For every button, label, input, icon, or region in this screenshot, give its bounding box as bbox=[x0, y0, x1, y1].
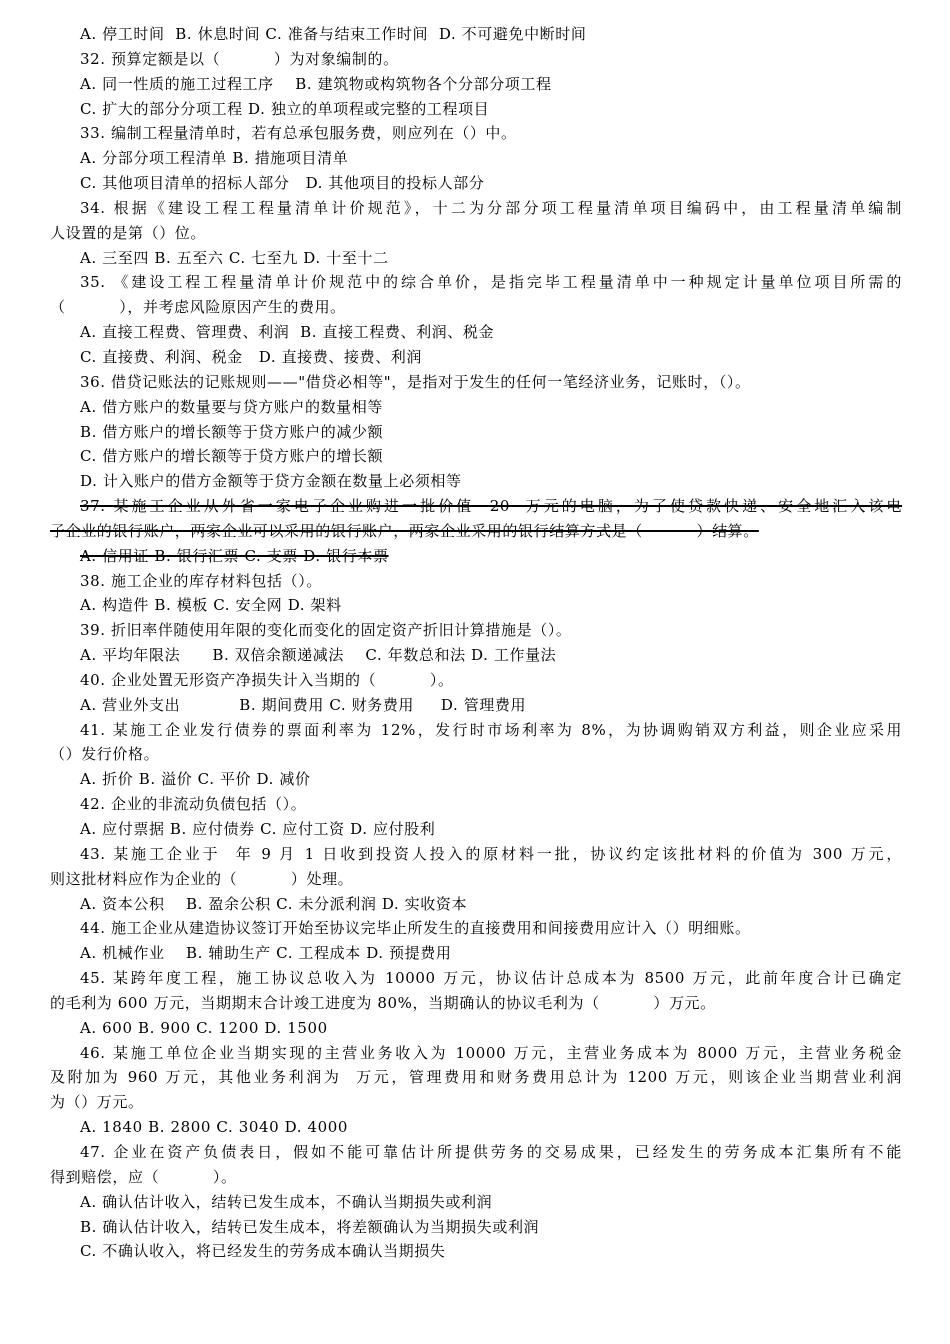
answer-options-line: A. 折价 B. 溢价 C. 平价 D. 减价 bbox=[80, 770, 311, 789]
question-line: 39. 折旧率伴随使用年限的变化而变化的固定资产折旧计算措施是（）。 bbox=[80, 621, 572, 640]
question-continuation-line: 人设置的是第（）位。 bbox=[50, 223, 207, 242]
question-continuation-line: 为（）万元。 bbox=[50, 1093, 144, 1112]
answer-options-line: A. 直接工程费、管理费、利润 B. 直接工程费、利润、税金 bbox=[80, 323, 495, 342]
answer-options-line: C. 不确认收入，将已经发生的劳务成本确认当期损失 bbox=[80, 1242, 446, 1261]
answer-options-line: A. 借方账户的数量要与贷方账户的数量相等 bbox=[80, 397, 383, 416]
answer-options-line: C. 借方账户的增长额等于贷方账户的增长额 bbox=[80, 447, 384, 466]
answer-options-line: A. 机械作业 B. 辅助生产 C. 工程成本 D. 预提费用 bbox=[80, 944, 452, 963]
answer-options-line: C. 其他项目清单的招标人部分 D. 其他项目的投标人部分 bbox=[80, 174, 485, 193]
answer-options-line: A. 分部分项工程清单 B. 措施项目清单 bbox=[80, 149, 349, 168]
question-continuation-line: 则这批材料应作为企业的（ ）处理。 bbox=[50, 869, 354, 888]
answer-options-line: A. 三至四 B. 五至六 C. 七至九 D. 十至十二 bbox=[80, 248, 389, 267]
answer-options-line: A. 营业外支出 B. 期间费用 C. 财务费用 D. 管理费用 bbox=[80, 695, 527, 714]
answer-options-line: A. 600 B. 900 C. 1200 D. 1500 bbox=[80, 1018, 328, 1037]
question-line: 44. 施工企业从建造协议签订开始至协议完毕止所发生的直接费用和间接费用应计入（）明细账。 bbox=[80, 919, 751, 938]
question-line: 43. 某施工企业于 年 9 月 1 日收到投资人投入的原材料一批，协议约定该批材料的价值为 300 万元， bbox=[80, 844, 902, 863]
answer-options-line: A. 应付票据 B. 应付债券 C. 应付工资 D. 应付股利 bbox=[80, 820, 436, 838]
question-line: 38. 施工企业的库存材料包括（）。 bbox=[80, 571, 322, 590]
question-line: 35. 《建设工程工程量清单计价规范中的综合单价，是指完毕工程量清单中一种规定计量单位项目所需的 bbox=[80, 273, 902, 292]
question-line: 47. 企业在资产负债表日，假如不能可靠估计所提供劳务的交易成果，已经发生的劳务成本汇集所有不能 bbox=[80, 1142, 902, 1161]
question-line: 32. 预算定额是以（ ）为对象编制的。 bbox=[80, 49, 399, 68]
answer-options-line: B. 借方账户的增长额等于贷方账户的减少额 bbox=[80, 422, 384, 441]
question-continuation-line: 得到赔偿，应（ ）。 bbox=[50, 1167, 237, 1186]
answer-options-line: C. 直接费、利润、税金 D. 直接费、接费、利润 bbox=[80, 347, 423, 366]
document-body bbox=[50, 22, 902, 1264]
answer-options-line: A. 确认估计收入，结转已发生成本，不确认当期损失或利润 bbox=[80, 1192, 493, 1211]
struck-question-continuation-line: 子企业的银行账户，两家企业可以采用的银行账户，两家企业采用的银行结算方式是（ ）结算。 bbox=[50, 521, 759, 540]
answer-options-line: A. 资本公积 B. 盈余公积 C. 未分派利润 D. 实收资本 bbox=[80, 894, 468, 913]
question-continuation-line: 及附加为 960 万元，其他业务利润为 万元，管理费用和财务费用总计为 1200 万元，则该企业当期营业利润 bbox=[50, 1068, 902, 1087]
question-line: 41. 某施工企业发行债券的票面利率为 12%，发行时市场利率为 8%，为协调购销双方利益，则企业应采用 bbox=[80, 720, 902, 739]
answer-options-line: A. 同一性质的施工过程工序 B. 建筑物或构筑物各个分部分项工程 bbox=[80, 74, 552, 93]
question-continuation-line: （）发行价格。 bbox=[50, 745, 160, 764]
question-line: 46. 某施工单位企业当期实现的主营业务收入为 10000 万元，主营业务成本为 8000 万元，主营业务税金 bbox=[80, 1043, 902, 1062]
answer-options-line: A. 平均年限法 B. 双倍余额递减法 C. 年数总和法 D. 工作量法 bbox=[80, 646, 557, 665]
question-line: 34. 根据《建设工程工程量清单计价规范》，十二为分部分项工程量清单项目编码中，由工程量清单编制 bbox=[80, 198, 902, 217]
question-line: 36. 借贷记账法的记账规则——"借贷必相等"，是指对于发生的任何一笔经济业务，记账时，（）。 bbox=[80, 372, 751, 391]
question-line: 45. 某跨年度工程，施工协议总收入为 10000 万元，协议估计总成本为 8500 万元，此前年度合计已确定 bbox=[80, 969, 902, 988]
answer-options-line: A. 停工时间 B. 休息时间 C. 准备与结束工作时间 D. 不可避免中断时间 bbox=[80, 25, 587, 43]
struck-question-line: 37. 某施工企业从外省一家电子企业购进一批价值 20 万元的电脑，为了使贷款快递、安全地汇入该电 bbox=[80, 497, 902, 516]
struck-answer-options-line: A. 信用证 B. 银行汇票 C. 支票 D. 银行本票 bbox=[80, 546, 389, 565]
answer-options-line: B. 确认估计收入，结转已发生成本，将差额确认为当期损失或利润 bbox=[80, 1217, 540, 1236]
answer-options-line: A. 1840 B. 2800 C. 3040 D. 4000 bbox=[80, 1118, 349, 1137]
answer-options-line: A. 构造件 B. 模板 C. 安全网 D. 架料 bbox=[80, 596, 342, 615]
question-line: 33. 编制工程量清单时，若有总承包服务费，则应列在（）中。 bbox=[80, 124, 517, 143]
question-line: 42. 企业的非流动负债包括（）。 bbox=[80, 795, 307, 814]
question-continuation-line: 的毛利为 600 万元，当期期末合计竣工进度为 80%，当期确认的协议毛利为（ ）万元。 bbox=[50, 993, 716, 1012]
question-continuation-line: （ ），并考虑风险原因产生的费用。 bbox=[50, 298, 346, 317]
answer-options-line: D. 计入账户的借方金额等于贷方金额在数量上必须相等 bbox=[80, 472, 462, 491]
question-line: 40. 企业处置无形资产净损失计入当期的（ ）。 bbox=[80, 670, 454, 689]
answer-options-line: C. 扩大的部分分项工程 D. 独立的单项程或完整的工程项目 bbox=[80, 99, 490, 118]
